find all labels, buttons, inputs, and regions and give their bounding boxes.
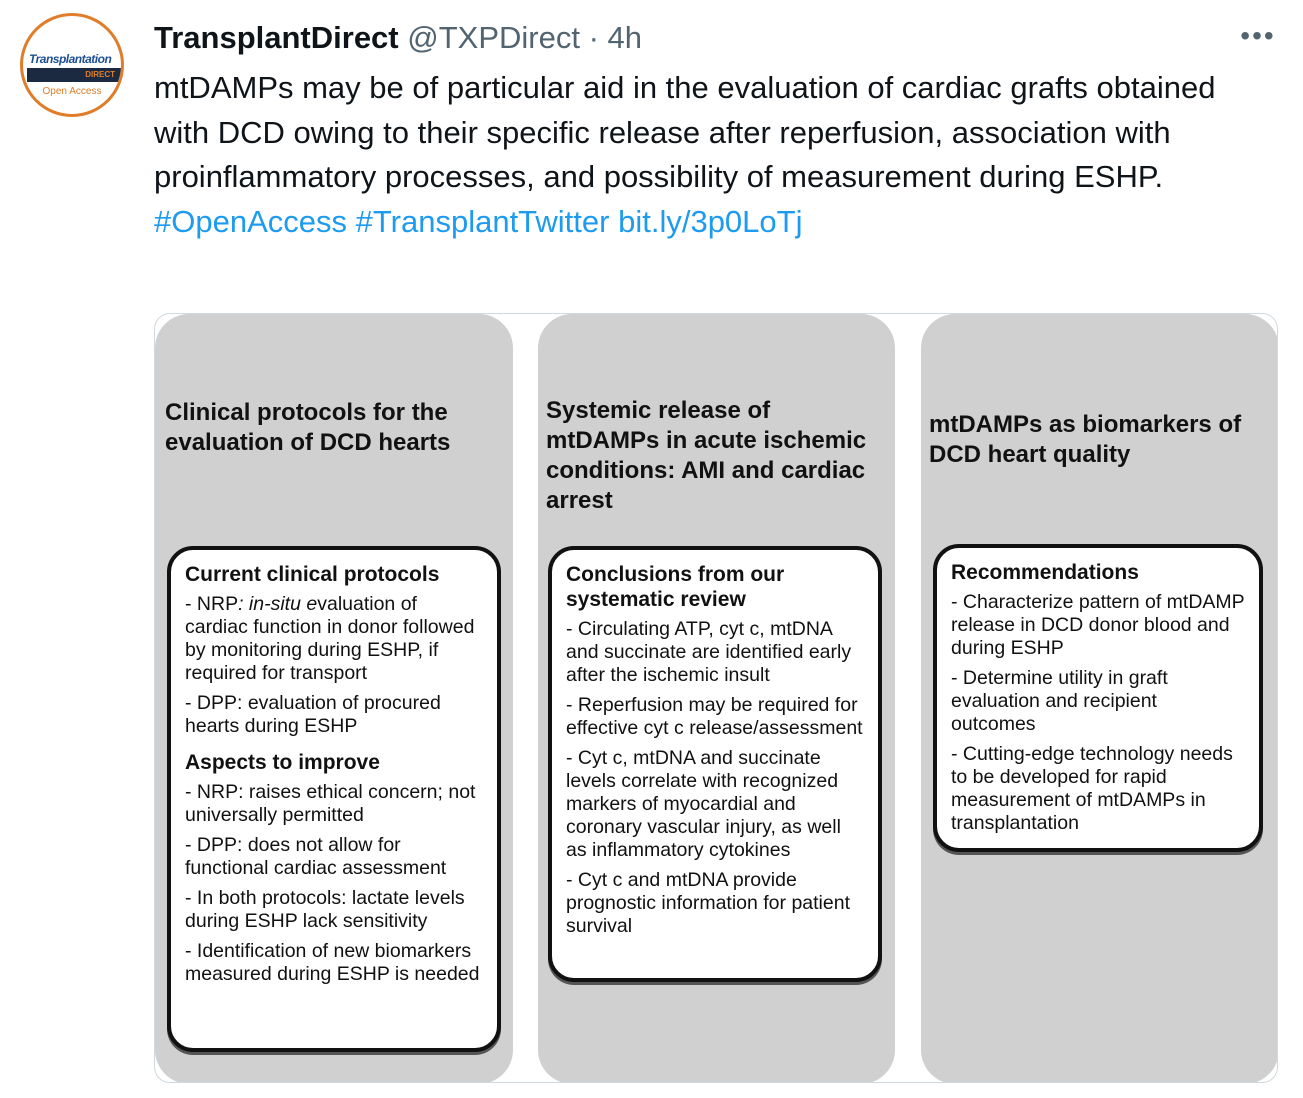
avatar-logo-text: Transplantation [29, 52, 112, 66]
tweet-text [154, 66, 1274, 244]
hashtag-link[interactable]: #TransplantTwitter [355, 203, 610, 239]
box-item: - Cutting-edge technology needs to be developed for rapid measurement of mtDAMPs in transplantation [951, 743, 1233, 834]
box-heading: Conclusions from our systematic review [566, 563, 785, 611]
box-item: - NRP: raises ethical concern; not universally permitted [185, 781, 476, 826]
header-separator: · [588, 20, 599, 55]
column-title: mtDAMPs as biomarkers of DCD heart quality [929, 411, 1242, 468]
url-link[interactable]: bit.ly/3p0LoTj [618, 203, 803, 239]
tweet-body: mtDAMPs may be of particular aid in the evaluation of cardiac grafts obtained with DCD owing to their specific release after reperfusion, association with proinflammatory processes, and possibility of measurement during ESHP. [154, 70, 1216, 194]
recommendations-box [933, 544, 1263, 852]
conclusions-box [548, 546, 882, 982]
author-name[interactable]: TransplantDirect [154, 20, 399, 55]
hashtag-link[interactable]: #OpenAccess [154, 203, 347, 239]
avatar-logo-bar: DIRECT [27, 68, 121, 82]
box-item: - Cyt c, mtDNA and succinate levels correlate with recognized markers of myocardial and coronary vascular injury, as well as inflammatory cytokines [566, 747, 841, 861]
box-item: - In both protocols: lactate levels during ESHP lack sensitivity [185, 887, 465, 932]
avatar-logo-subtext: Open Access [42, 86, 102, 97]
box-item: - NRP: in-situ evaluation of cardiac function in donor followed by monitoring during ESHP, if required for transport [185, 593, 475, 684]
box-item: - Cyt c and mtDNA provide prognostic information for patient survival [566, 869, 850, 937]
box-item: - Determine utility in graft evaluation and recipient outcomes [951, 667, 1168, 735]
tweet-media-image[interactable] [154, 313, 1278, 1083]
box-item: - Identification of new biomarkers measured during ESHP is needed [185, 940, 480, 985]
protocols-box [167, 546, 501, 1052]
box-item: - Characterize pattern of mtDAMP release in DCD donor blood and during ESHP [951, 591, 1245, 659]
avatar[interactable] [20, 13, 124, 117]
more-options-icon[interactable]: ••• [1240, 20, 1276, 51]
author-handle[interactable]: @TXPDirect [407, 20, 580, 55]
figure-column-1 [155, 314, 513, 1083]
box-item: - DPP: evaluation of procured hearts during ESHP [185, 692, 441, 737]
box-heading: Recommendations [951, 561, 1139, 584]
box-item: - Circulating ATP, cyt c, mtDNA and succinate are identified early after the ischemic insult [566, 618, 852, 686]
tweet-header [154, 20, 642, 56]
column-title: Clinical protocols for the evaluation of DCD hearts [165, 399, 451, 456]
column-title: Systemic release of mtDAMPs in acute ischemic conditions: AMI and cardiac arrest [546, 397, 867, 514]
box-heading: Aspects to improve [185, 751, 380, 774]
figure-column-3 [921, 314, 1278, 1083]
box-item: - DPP: does not allow for functional cardiac assessment [185, 834, 447, 879]
figure-column-2 [538, 314, 895, 1083]
tweet-timestamp[interactable]: 4h [607, 20, 643, 55]
box-item: - Reperfusion may be required for effective cyt c release/assessment [566, 694, 863, 739]
box-heading: Current clinical protocols [185, 563, 440, 586]
